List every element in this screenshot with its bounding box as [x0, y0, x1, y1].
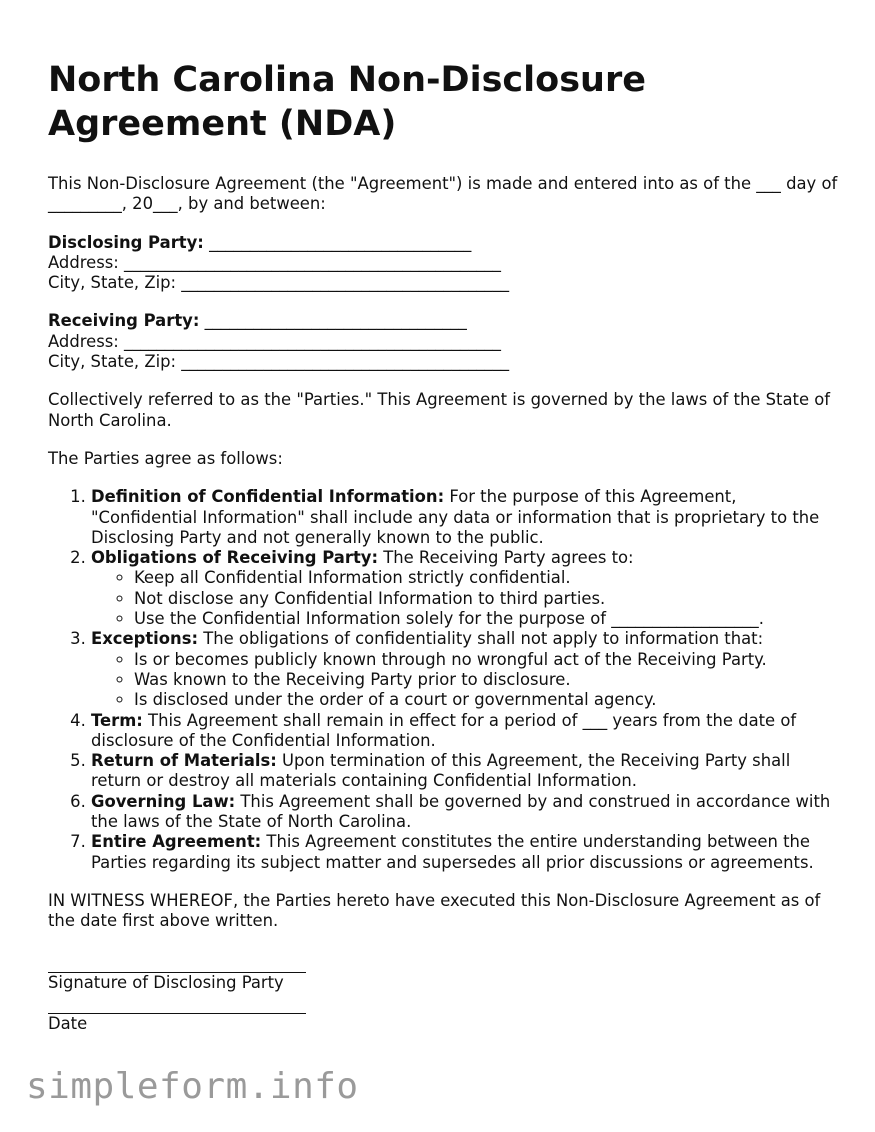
term-text: This Agreement shall be governed by and construed in accordance with the laws of the State of North Carolina.	[91, 791, 831, 832]
receiving-party-label: Receiving Party:	[48, 311, 200, 331]
disclosing-party-block	[48, 233, 838, 294]
signature-line	[48, 952, 306, 973]
term-heading: Obligations of Receiving Party:	[91, 548, 379, 568]
term-item	[91, 711, 838, 752]
witness-paragraph: IN WITNESS WHEREOF, the Parties hereto have executed this Non-Disclosure Agreement as of the date first above written.	[48, 890, 821, 931]
receiving-party-name-blank: ________________________________	[199, 311, 467, 331]
obligations-sublist	[91, 568, 838, 629]
term-heading: Entire Agreement:	[91, 832, 262, 852]
signature-block	[48, 952, 838, 1035]
sub-item: ◦ Not disclose any Confidential Information to third parties.	[134, 589, 838, 609]
sub-item: ◦ Keep all Confidential Information strictly confidential.	[134, 568, 838, 588]
term-heading: Return of Materials:	[91, 751, 277, 771]
terms-list	[48, 487, 838, 873]
disclosing-party-address: Address: ______________________________________________	[48, 252, 501, 272]
term-text: For the purpose of this Agreement, "Confidential Information" shall include any data or information that is proprietary to the Disclosing Party and not generally known to the public.	[91, 487, 820, 547]
term-heading: Definition of Confidential Information:	[91, 487, 445, 507]
receiving-party-block	[48, 311, 838, 372]
term-text: Upon termination of this Agreement, the Receiving Party shall return or destroy all materials containing Confidential Information.	[91, 751, 791, 791]
sub-item: ◦ Use the Confidential Information solely for the purpose of __________________.	[134, 609, 838, 629]
term-heading: Governing Law:	[91, 791, 236, 811]
signature-label: Signature of Disclosing Party	[48, 972, 284, 992]
term-heading: Term:	[91, 710, 143, 730]
receiving-party-city: City, State, Zip: ________________________________________	[48, 352, 510, 372]
document-page	[48, 0, 838, 1034]
term-text: The obligations of confidentiality shall not apply to information that:	[198, 629, 764, 649]
disclosing-party-name-blank: ________________________________	[203, 232, 472, 252]
date-line	[48, 993, 306, 1014]
term-item	[91, 751, 838, 792]
disclosing-party-label: Disclosing Party:	[48, 232, 204, 252]
term-item	[91, 792, 838, 833]
term-text: This Agreement shall remain in effect for a period of ___ years from the date of disclosure of the Confidential Information.	[91, 710, 797, 750]
receiving-party-line	[48, 311, 838, 331]
disclosing-party-city: City, State, Zip: ________________________________________	[48, 273, 510, 293]
collectively-paragraph: Collectively referred to as the "Parties." This Agreement is governed by the laws of the State of North Carolina.	[48, 390, 831, 430]
receiving-party-address: Address: ______________________________________________	[48, 331, 501, 351]
intro-paragraph: This Non-Disclosure Agreement (the "Agreement") is made and entered into as of the ___ day of _________, 20___, by and between:	[48, 174, 838, 214]
disclosing-party-line	[48, 233, 838, 253]
date-label: Date	[48, 1013, 88, 1033]
term-item	[91, 629, 838, 710]
document-title: North Carolina Non-Disclosure Agreement (NDA)	[48, 60, 646, 144]
watermark-text: simpleform.info	[26, 1066, 359, 1107]
exceptions-sublist	[91, 650, 838, 711]
term-text: The Receiving Party agrees to:	[378, 548, 634, 568]
term-item	[91, 487, 838, 548]
sub-item: ◦ Is disclosed under the order of a court or governmental agency.	[134, 690, 838, 710]
sub-item: ◦ Was known to the Receiving Party prior to disclosure.	[134, 670, 838, 690]
term-heading: Exceptions:	[91, 629, 199, 649]
term-item	[91, 832, 838, 873]
term-item	[91, 548, 838, 629]
sub-item: ◦ Is or becomes publicly known through no wrongful act of the Receiving Party.	[134, 650, 838, 670]
term-text: This Agreement constitutes the entire understanding between the Parties regarding its subject matter and supersedes all prior discussions or agreements.	[91, 832, 814, 872]
agree-paragraph: The Parties agree as follows:	[48, 448, 283, 468]
